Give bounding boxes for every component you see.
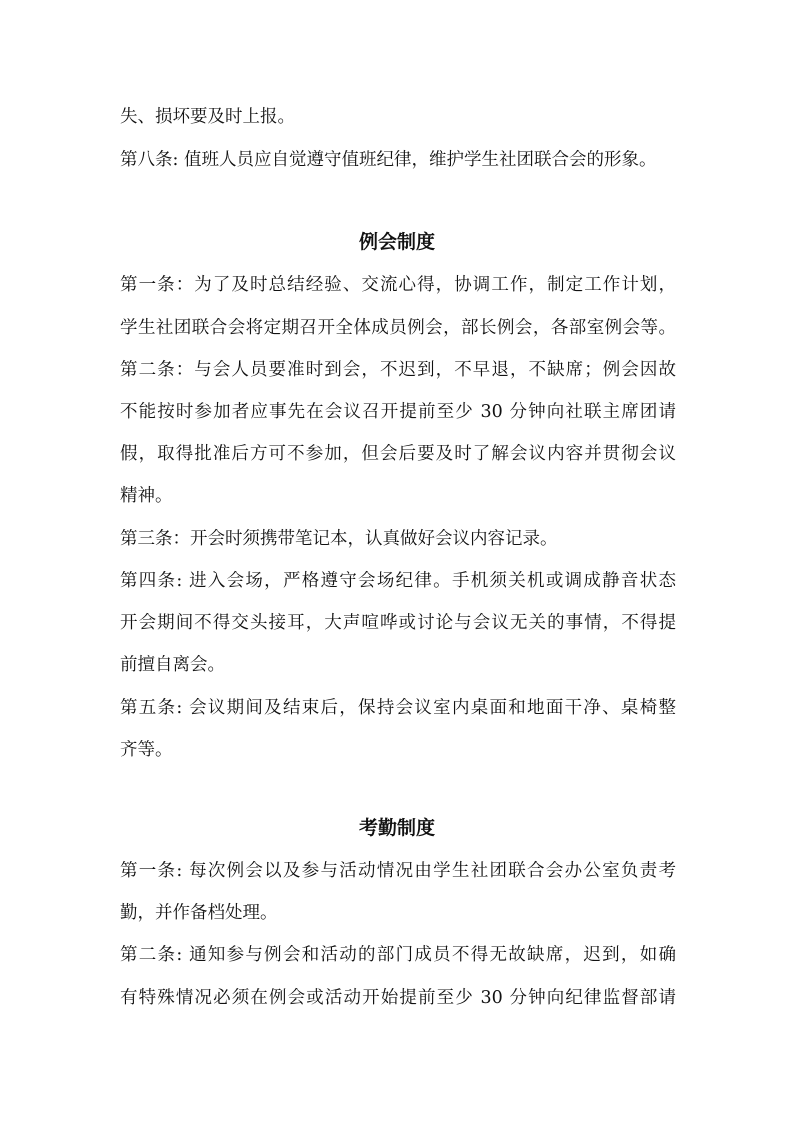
article-8-duty-discipline: 第八条: 值班人员应自觉遵守值班纪律，维护学生社团联合会的形象。 xyxy=(120,150,657,170)
section-title-attendance-system: 考勤制度 xyxy=(358,817,435,839)
meeting-article-2-line: 第二条：与会人员要准时到会，不迟到，不早退，不缺席；例会因故 xyxy=(120,360,676,380)
attendance-article-2-line: 第二条: 通知参与例会和活动的部门成员不得无故缺席，迟到，如确 xyxy=(120,945,676,965)
paragraph-line: 失、损坏要及时上报。 xyxy=(120,107,295,127)
meeting-article-4-line: 前擅自离会。 xyxy=(120,655,225,675)
attendance-article-1-line: 第一条: 每次例会以及参与活动情况由学生社团联合会办公室负责考 xyxy=(120,861,676,881)
meeting-article-1-line: 学生社团联合会将定期召开全体成员例会，部长例会，各部室例会等。 xyxy=(120,318,676,338)
meeting-article-4-line: 开会期间不得交头接耳，大声喧哗或讨论与会议无关的事情，不得提 xyxy=(120,613,676,633)
meeting-article-2-line: 精神。 xyxy=(120,486,173,506)
meeting-article-1-line: 第一条：为了及时总结经验、交流心得，协调工作，制定工作计划， xyxy=(120,275,676,295)
section-title-meeting-system: 例会制度 xyxy=(358,231,435,253)
meeting-article-3-line: 第三条：开会时须携带笔记本，认真做好会议内容记录。 xyxy=(120,529,558,549)
meeting-article-2-line: 假，取得批准后方可不参加，但会后要及时了解会议内容并贯彻会议 xyxy=(120,444,676,464)
meeting-article-5-line: 齐等。 xyxy=(120,740,173,760)
attendance-article-1-line: 勤，并作备档处理。 xyxy=(120,903,278,923)
meeting-article-4-line: 第四条: 进入会场，严格遵守会场纪律。手机须关机或调成静音状态 xyxy=(120,571,676,591)
attendance-article-2-line: 有特殊情况必须在例会或活动开始提前至少 30 分钟向纪律监督部请 xyxy=(120,988,676,1008)
meeting-article-5-line: 第五条: 会议期间及结束后，保持会议室内桌面和地面干净、桌椅整 xyxy=(120,698,676,718)
meeting-article-2-line: 不能按时参加者应事先在会议召开提前至少 30 分钟向社联主席团请 xyxy=(120,402,676,422)
